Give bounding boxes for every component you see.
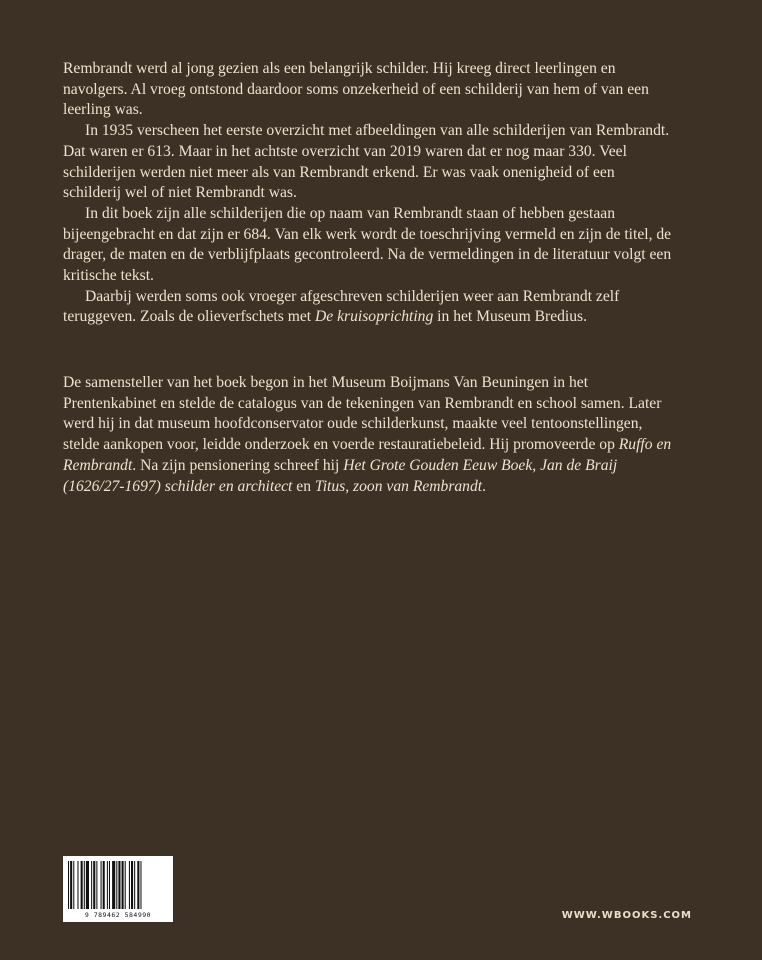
barcode-bar <box>109 861 110 909</box>
bio-text-e: . <box>482 477 487 495</box>
bio-text-d: en <box>292 477 315 495</box>
barcode-bar <box>86 861 89 909</box>
barcode-bar <box>91 861 92 909</box>
bio-text-a: De samensteller van het boek begon in het Museum Boijmans Van Beuningen in het Prentenkabinet en stelde de catalogus van de tekeningen van Rembrandt en school samen. Later werd hij in dat museum hoofdconservator oude schilderkunst, maakte veel tentoonstellingen, stelde aankopen voor, leidde onderzoek en voerde restauratiebeleid. Hij promoveerde op <box>63 374 662 454</box>
author-bio <box>63 373 673 497</box>
barcode-bar <box>68 861 69 909</box>
bio-paragraph <box>63 373 673 497</box>
barcode-bar <box>101 861 102 909</box>
isbn-digits: 9 789462 584990 <box>84 911 152 919</box>
barcode-bar <box>107 861 108 909</box>
paragraph-2: In 1935 verscheen het eerste overzicht met afbeeldingen van alle schilderijen van Rembrandt. Dat waren er 613. Maar in het achtste overzicht van 2019 waren dat er nog maar 330. Veel schilderijen werden niet meer als van Rembrandt erkend. Er was vaak onenigheid of een schilderij wel of niet Rembrandt was. <box>63 122 670 202</box>
barcode-bar <box>70 861 72 909</box>
bio-title-c: Jan de Braij (1626/27-1697) schilder en architect <box>63 456 618 495</box>
paragraph-3: In dit boek zijn alle schilderijen die op naam van Rembrandt staan of hebben gestaan bijeengebracht en dat zijn er 684. Van elk werk wordt de toeschrijving vermeld en zijn de titel, de drager, de maten en de verblijfplaats gecontroleerd. Na de vermeldingen in de literatuur volgt een kritische tekst. <box>63 204 672 285</box>
barcode-bar <box>131 861 133 909</box>
bio-text-b: . Na zijn pensionering schreef hij <box>132 456 344 474</box>
paragraph-4-text: Daarbij werden soms ook vroeger afgeschreven schilderijen weer aan Rembrandt zelf teruggeven. Zoals de olieverfschets met <box>63 287 620 326</box>
barcode-bar <box>84 861 85 909</box>
barcode-bar <box>122 861 124 909</box>
barcode-bar <box>93 861 95 909</box>
barcode-bar <box>73 861 74 909</box>
barcode-bar <box>118 861 120 909</box>
barcode-bar <box>134 861 135 909</box>
barcode-bar <box>112 861 115 909</box>
bio-title-d: Titus, zoon van Rembrandt <box>314 477 483 495</box>
barcode-bar <box>96 861 97 909</box>
paragraph-1: Rembrandt werd al jong gezien als een belangrijk schilder. Hij kreeg direct leerlingen en navolgers. Al vroeg ontstond daardoor soms onzekerheid of een schilderij van hem of van een leerling was. <box>63 60 649 119</box>
intro-text <box>63 59 673 328</box>
barcode-bar <box>140 861 141 909</box>
bio-title-b: Het Grote Gouden Eeuw Boek <box>343 456 533 474</box>
barcode-bar <box>125 861 126 909</box>
bio-text-c: , <box>532 456 541 474</box>
barcode-bar <box>77 861 78 909</box>
barcode-bar <box>103 861 105 909</box>
paragraph-4 <box>63 287 673 328</box>
isbn-barcode <box>63 856 173 922</box>
barcode-bar <box>137 861 139 909</box>
paragraph-4-title: De kruisoprichting <box>315 308 434 326</box>
publisher-url: WWW.WBOOKS.COM <box>561 910 692 921</box>
bio-title-a: Ruffo en Rembrandt <box>63 436 672 474</box>
barcode-bar <box>129 861 130 909</box>
barcode-bar <box>116 861 117 909</box>
paragraph-4-end: in het Museum Bredius. <box>433 308 588 326</box>
barcode-bar <box>81 861 83 909</box>
